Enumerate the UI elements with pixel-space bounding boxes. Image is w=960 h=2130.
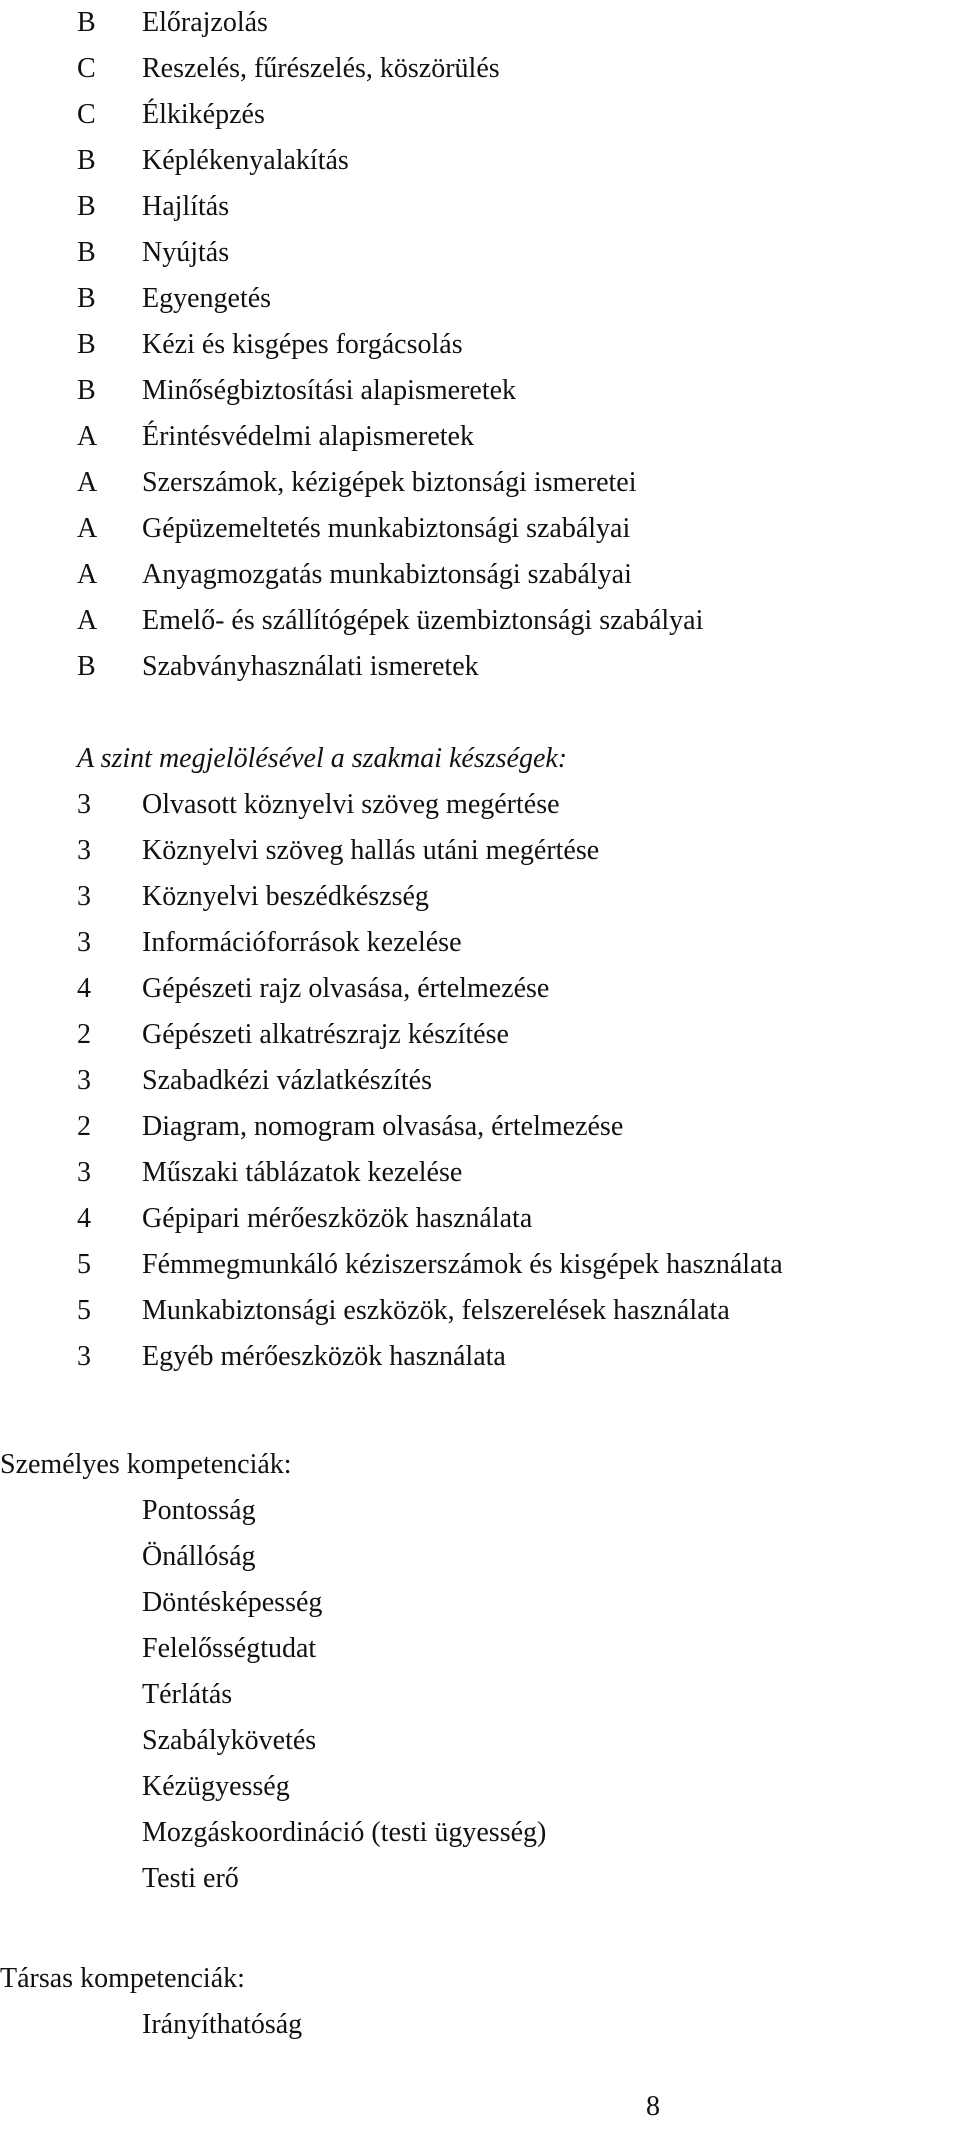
item-label: Minőségbiztosítási alapismeretek xyxy=(142,375,517,406)
item-code: A xyxy=(77,513,98,544)
item-label: Gépüzemeltetés munkabiztonsági szabályai xyxy=(142,513,631,544)
item-code: A xyxy=(77,605,98,636)
skill-level: 5 xyxy=(77,1295,91,1326)
item-code: B xyxy=(77,375,96,406)
skill-level: 5 xyxy=(77,1249,91,1280)
item-code: B xyxy=(77,7,96,38)
skill-label: Szabadkézi vázlatkészítés xyxy=(142,1065,432,1096)
competency-item: Felelősségtudat xyxy=(142,1633,317,1664)
skill-level: 3 xyxy=(77,881,91,912)
competency-item: Szabálykövetés xyxy=(142,1725,317,1756)
professional-skills-heading: A szint megjelölésével a szakmai készségek: xyxy=(77,743,568,774)
item-code: B xyxy=(77,191,96,222)
item-code: A xyxy=(77,421,98,452)
competency-item: Irányíthatóság xyxy=(142,2009,303,2040)
item-label: Képlékenyalakítás xyxy=(142,145,349,176)
skill-level: 2 xyxy=(77,1019,91,1050)
skill-label: Fémmegmunkáló kéziszerszámok és kisgépek használata xyxy=(142,1249,783,1280)
social-competencies-heading: Társas kompetenciák: xyxy=(0,1963,245,1994)
personal-competencies-heading: Személyes kompetenciák: xyxy=(0,1449,292,1480)
skill-label: Olvasott köznyelvi szöveg megértése xyxy=(142,789,560,820)
competency-item: Térlátás xyxy=(142,1679,233,1710)
skill-label: Köznyelvi szöveg hallás utáni megértése xyxy=(142,835,600,866)
item-code: B xyxy=(77,237,96,268)
item-code: A xyxy=(77,467,98,498)
competency-item: Mozgáskoordináció (testi ügyesség) xyxy=(142,1817,547,1848)
skill-level: 3 xyxy=(77,1157,91,1188)
competency-item: Testi erő xyxy=(142,1863,239,1894)
skill-label: Munkabiztonsági eszközök, felszerelések használata xyxy=(142,1295,730,1326)
item-label: Emelő- és szállítógépek üzembiztonsági szabályai xyxy=(142,605,704,636)
item-label: Egyengetés xyxy=(142,283,272,314)
item-label: Hajlítás xyxy=(142,191,230,222)
skill-level: 3 xyxy=(77,1341,91,1372)
item-code: C xyxy=(77,99,96,130)
skill-label: Gépipari mérőeszközök használata xyxy=(142,1203,533,1234)
competency-item: Döntésképesség xyxy=(142,1587,323,1618)
page-number: 8 xyxy=(646,2091,660,2122)
item-code: B xyxy=(77,145,96,176)
skill-label: Köznyelvi beszédkészség xyxy=(142,881,429,912)
skill-level: 4 xyxy=(77,1203,91,1234)
skill-label: Egyéb mérőeszközök használata xyxy=(142,1341,506,1372)
skill-label: Információforrások kezelése xyxy=(142,927,462,958)
skill-level: 4 xyxy=(77,973,91,1004)
skill-label: Gépészeti alkatrészrajz készítése xyxy=(142,1019,509,1050)
item-label: Kézi és kisgépes forgácsolás xyxy=(142,329,463,360)
competency-item: Önállóság xyxy=(142,1541,256,1572)
item-label: Előrajzolás xyxy=(142,7,268,38)
skill-level: 2 xyxy=(77,1111,91,1142)
item-code: A xyxy=(77,559,98,590)
competency-item: Pontosság xyxy=(142,1495,256,1526)
item-label: Nyújtás xyxy=(142,237,230,268)
item-label: Érintésvédelmi alapismeretek xyxy=(142,421,474,452)
item-code: B xyxy=(77,651,96,682)
skill-level: 3 xyxy=(77,927,91,958)
skill-label: Diagram, nomogram olvasása, értelmezése xyxy=(142,1111,624,1142)
item-code: B xyxy=(77,283,96,314)
skill-level: 3 xyxy=(77,1065,91,1096)
item-label: Anyagmozgatás munkabiztonsági szabályai xyxy=(142,559,632,590)
competency-item: Kézügyesség xyxy=(142,1771,290,1802)
item-code: C xyxy=(77,53,96,84)
skill-label: Műszaki táblázatok kezelése xyxy=(142,1157,463,1188)
skill-level: 3 xyxy=(77,835,91,866)
item-label: Szabványhasználati ismeretek xyxy=(142,651,479,682)
skill-label: Gépészeti rajz olvasása, értelmezése xyxy=(142,973,550,1004)
item-label: Szerszámok, kézigépek biztonsági ismeretei xyxy=(142,467,637,498)
item-label: Reszelés, fűrészelés, köszörülés xyxy=(142,53,500,84)
item-label: Élkiképzés xyxy=(142,99,265,130)
item-code: B xyxy=(77,329,96,360)
skill-level: 3 xyxy=(77,789,91,820)
